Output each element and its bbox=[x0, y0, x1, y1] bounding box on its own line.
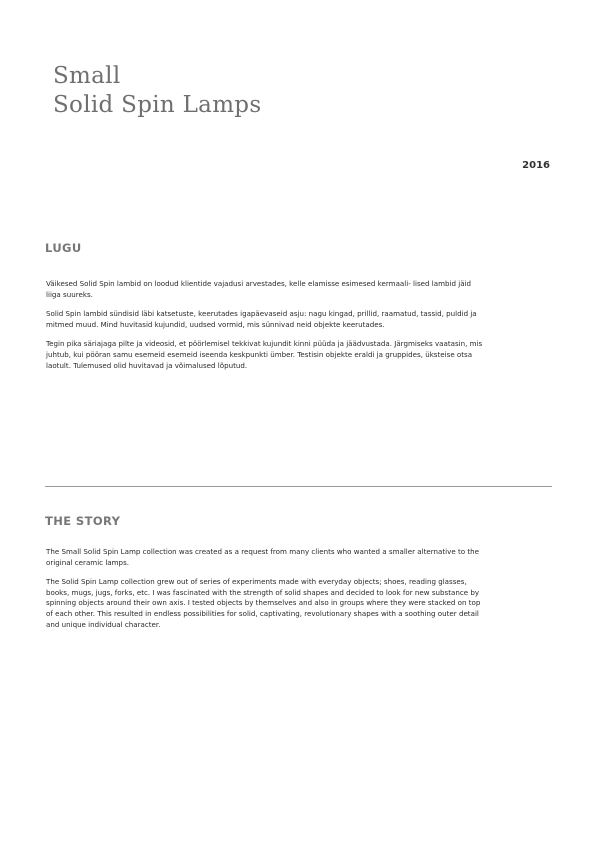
paragraph: The Solid Spin Lamp collection grew out of series of experiments made with everyday objects; shoes, reading glasses, books, mugs, jugs, forks, etc. I was fascinated with the strength of solid shapes and decided to look for new substance by spinning objects around their own axis. I tested objects by themselves and also in groups where they were stacked on top of each other. This resulted in endless possibilities for solid, captivating, revolutionary shapes with a soothing outer detail and unique individual character. bbox=[46, 577, 481, 629]
paragraph: Tegin pika säriajaga pilte ja videosid, et pöörlemisel tekkivat kujundit kinni püüda ja jäädvustada. Järgmiseks vaatasin, mis juhtub, kui pööran samu esemeid esemeid iseenda keskpunkti ümber. Testisin objekte eraldi ja gruppides, üksteise otsa laotult. Tulemused olid huvitavad ja võimalused lõputud. bbox=[46, 339, 483, 370]
section-heading-the-story: THE STORY bbox=[45, 514, 121, 528]
page-title bbox=[53, 62, 261, 120]
section-heading-lugu: LUGU bbox=[45, 241, 82, 255]
section-body-the-story bbox=[46, 547, 486, 639]
year-label: 2016 bbox=[522, 160, 550, 171]
section-divider bbox=[45, 486, 552, 487]
paragraph: Väikesed Solid Spin lambid on loodud klientide vajadusi arvestades, kelle elamisse esimesed kermaali- lised lambid jäid liiga suureks. bbox=[46, 279, 472, 299]
section-body-lugu bbox=[46, 279, 486, 380]
title-line-2: Solid Spin Lamps bbox=[53, 92, 262, 118]
paragraph: The Small Solid Spin Lamp collection was created as a request from many clients who wanted a smaller alternative to the original ceramic lamps. bbox=[46, 547, 479, 567]
title-line-1: Small bbox=[53, 63, 121, 89]
paragraph: Solid Spin lambid sündisid läbi katsetuste, keerutades igapäevaseid asju: nagu kingad, prillid, raamatud, tassid, puldid ja mitmed muud. Mind huvitasid kujundid, uudsed vormid, mis sünnivad neid objekte keerutades. bbox=[46, 309, 477, 329]
